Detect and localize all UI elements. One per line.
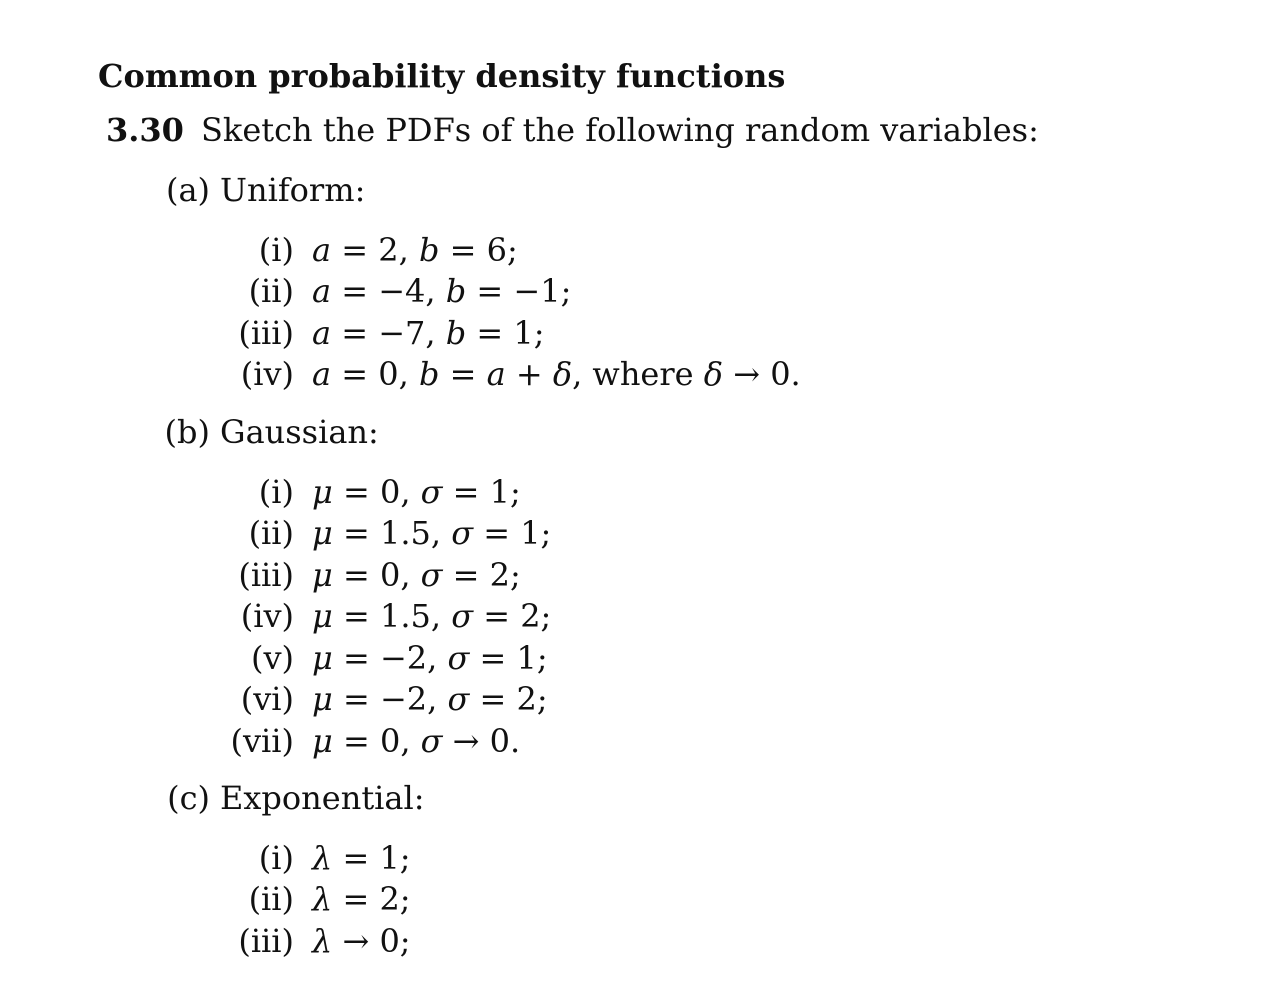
item-text: μ = 0, σ = 2; (312, 556, 521, 594)
item-label: (i) (258, 231, 294, 269)
item-label: (vi) (240, 680, 294, 718)
part-label: (c) (167, 779, 210, 817)
part-b (148, 412, 379, 452)
item-text: μ = 0, σ → 0. (312, 722, 521, 760)
item-text: λ = 2; (312, 880, 411, 918)
item-text: a = 0, b = a + δ, where δ → 0. (312, 355, 801, 393)
item-text: μ = 1.5, σ = 1; (312, 514, 552, 552)
part-label: (a) (165, 171, 210, 209)
item-label: (iv) (240, 597, 294, 635)
item-text: μ = 0, σ = 1; (312, 473, 521, 511)
item-text: a = −7, b = 1; (312, 314, 545, 352)
item-label: (ii) (248, 272, 294, 310)
part-title: Uniform: (220, 171, 366, 209)
item-text: μ = −2, σ = 1; (312, 639, 548, 677)
part-label: (b) (164, 413, 210, 451)
item-label: (i) (258, 473, 294, 511)
problem-text: Sketch the PDFs of the following random variables: (201, 111, 1039, 149)
item-text: λ = 1; (312, 839, 411, 877)
part-title: Gaussian: (220, 413, 379, 451)
item-label: (ii) (248, 880, 294, 918)
item-text: a = −4, b = −1; (312, 272, 572, 310)
item-label: (iii) (238, 922, 294, 960)
item-label: (iii) (238, 314, 294, 352)
problem-statement (106, 110, 1039, 150)
section-title: Common probability density functions (98, 57, 786, 95)
item-label: (vii) (230, 722, 294, 760)
item-text: λ → 0; (312, 922, 411, 960)
part-a (148, 170, 365, 210)
problem-number: 3.30 (106, 111, 184, 149)
item-text: a = 2, b = 6; (312, 231, 518, 269)
part-c (148, 778, 425, 818)
item-label: (v) (250, 639, 294, 677)
item-text: μ = −2, σ = 2; (312, 680, 548, 718)
item-label: (iii) (238, 556, 294, 594)
part-title: Exponential: (220, 779, 425, 817)
item-label: (ii) (248, 514, 294, 552)
item-text: μ = 1.5, σ = 2; (312, 597, 552, 635)
item-label: (iv) (240, 355, 294, 393)
item-label: (i) (258, 839, 294, 877)
